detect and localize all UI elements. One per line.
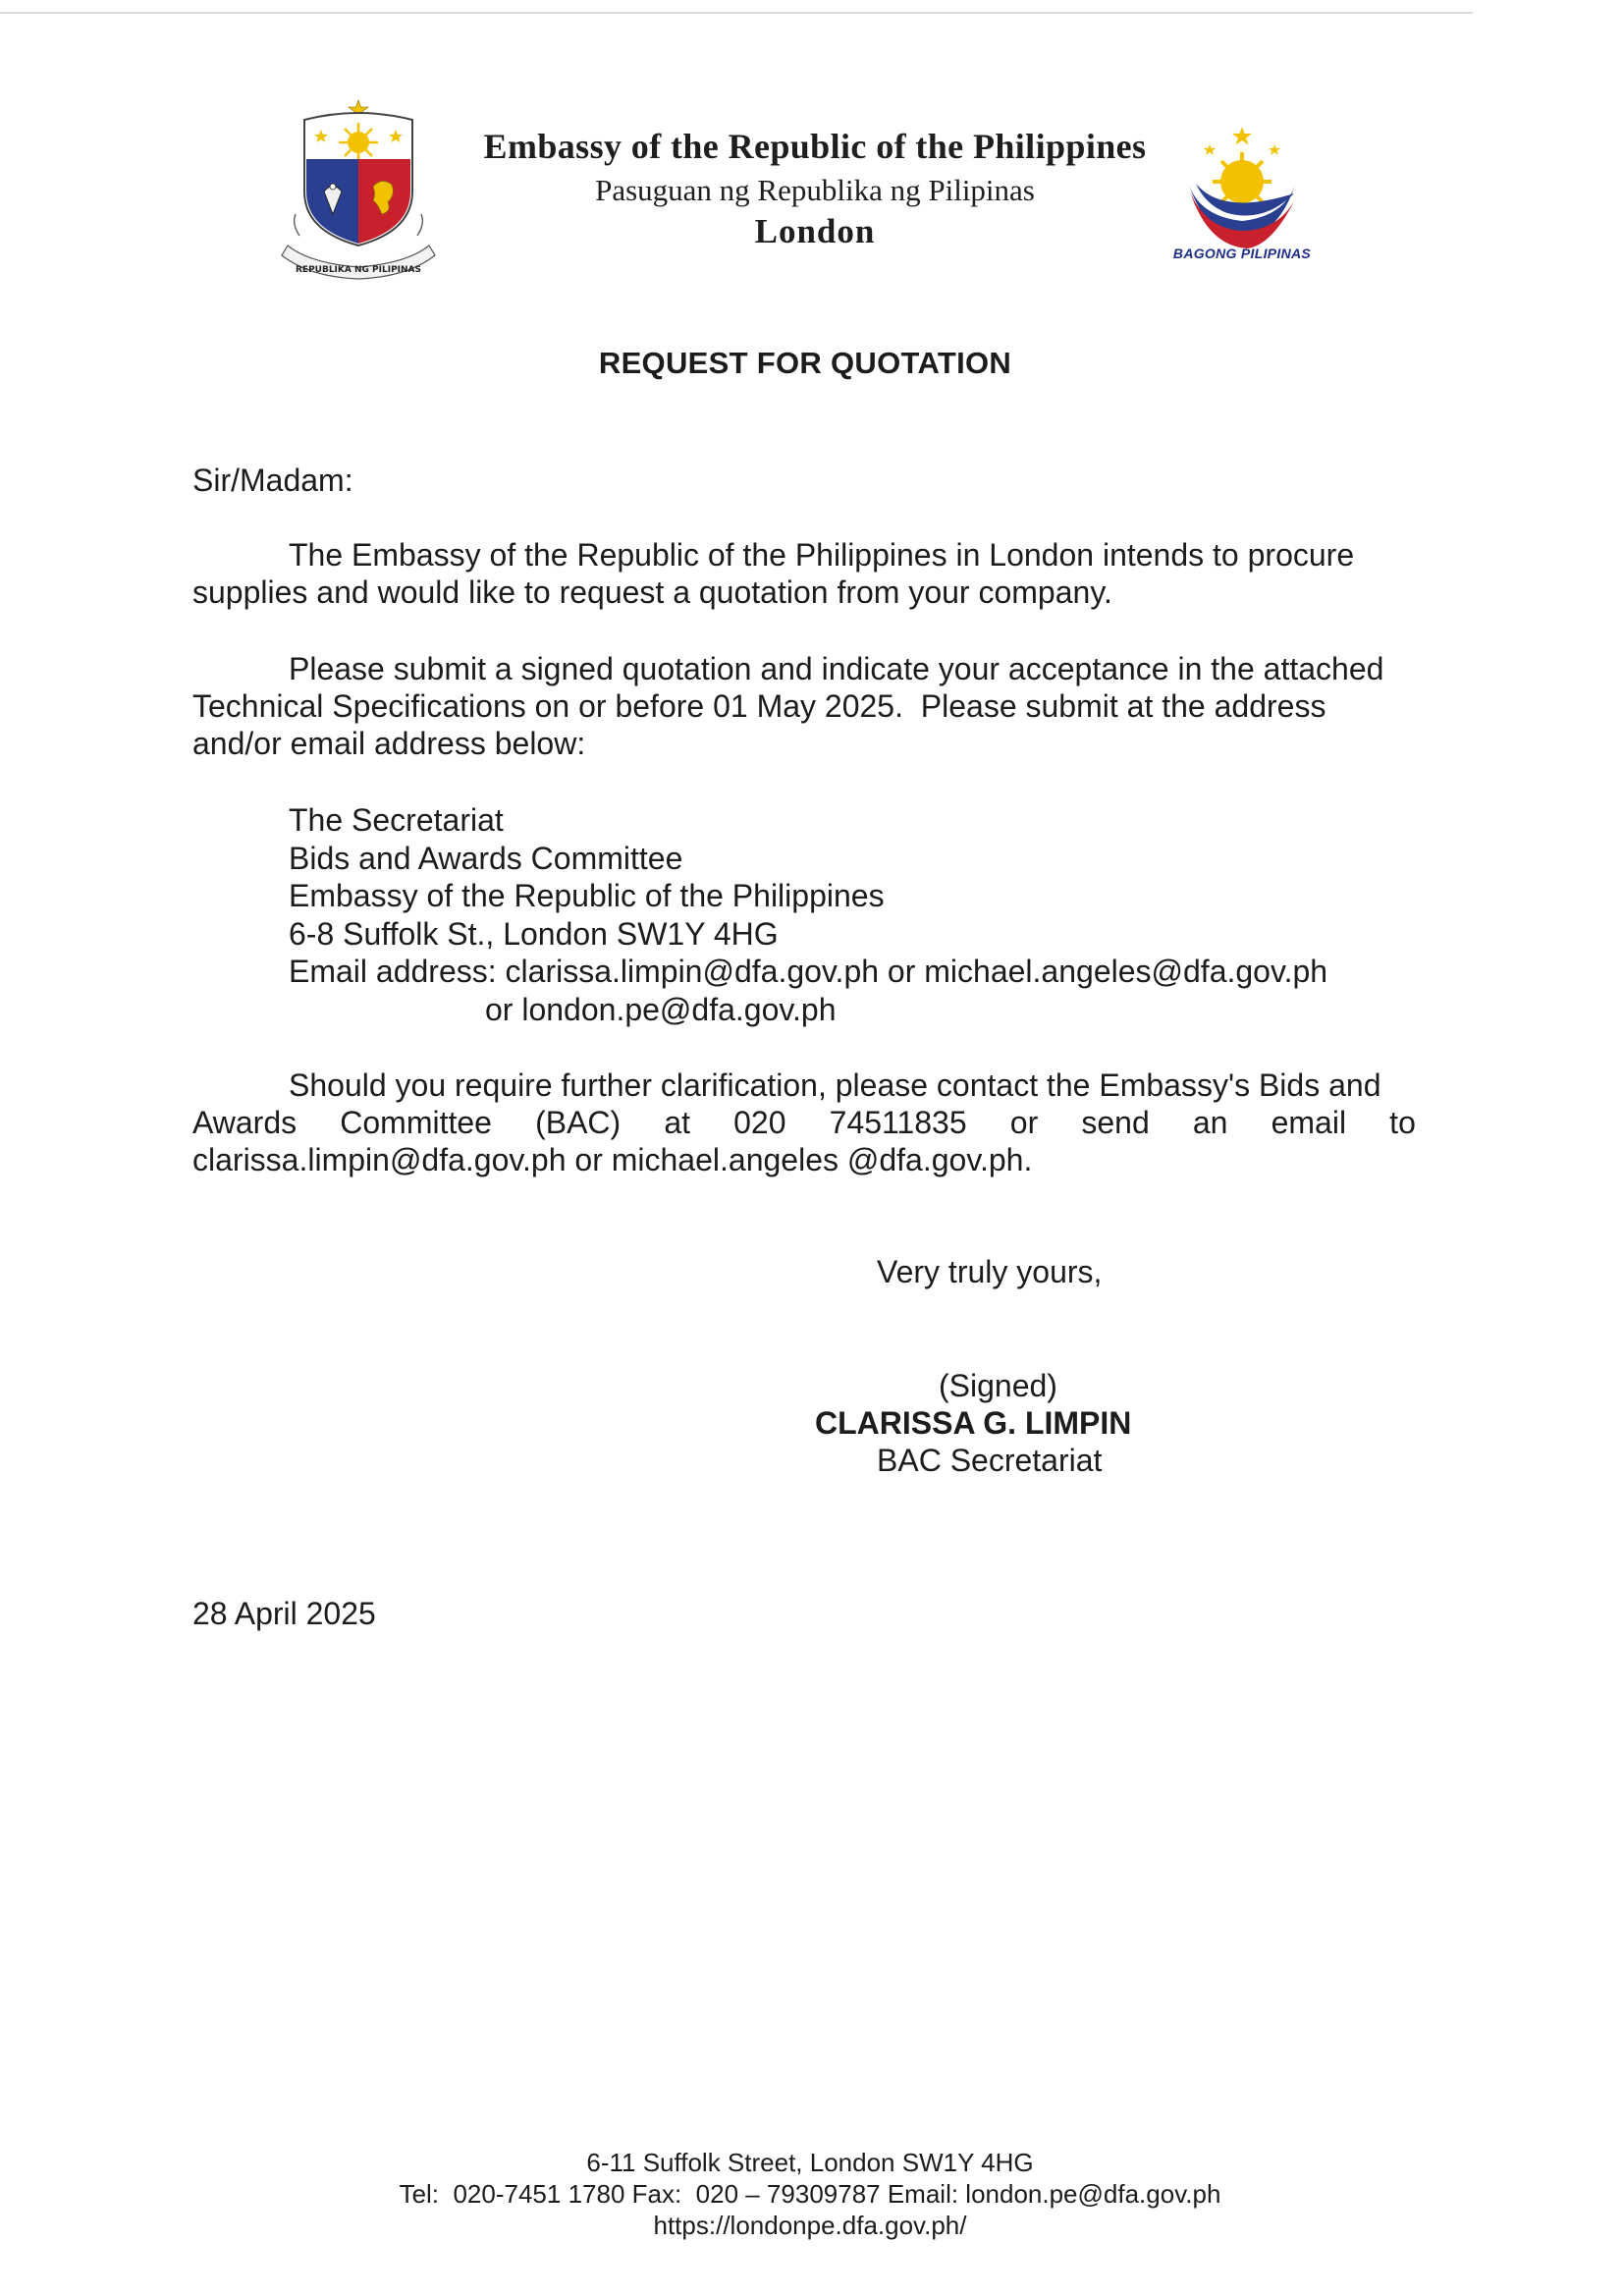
paragraph-instructions-line: Please submit a signed quotation and indicate your acceptance in the attached bbox=[289, 651, 1384, 686]
word: (BAC) bbox=[535, 1105, 622, 1140]
closing: Very truly yours, bbox=[877, 1254, 1103, 1289]
paragraph-contact-line: clarissa.limpin@dfa.gov.ph or michael.angeles @dfa.gov.ph. bbox=[192, 1142, 1033, 1177]
paragraph-contact bbox=[192, 1066, 1416, 1178]
address-line: Embassy of the Republic of the Philippines bbox=[289, 878, 885, 913]
salutation: Sir/Madam: bbox=[192, 463, 353, 498]
word: Committee bbox=[340, 1105, 492, 1140]
coat-of-arms-seal bbox=[280, 98, 437, 280]
paragraph-contact-line: Should you require further clarification, please contact the Embassy's Bids and bbox=[289, 1067, 1381, 1103]
paragraph-intro-line: The Embassy of the Republic of the Philippines in London intends to procure bbox=[289, 537, 1355, 573]
paragraph-contact-justified-line bbox=[192, 1104, 1416, 1141]
paragraph-instructions bbox=[192, 650, 1416, 762]
word: email bbox=[1271, 1105, 1347, 1140]
paragraph-instructions-line: Technical Specifications on or before 01 May 2025. Please submit at the address bbox=[192, 688, 1326, 724]
signed-note: (Signed) bbox=[939, 1368, 1057, 1403]
address-line: The Secretariat bbox=[289, 802, 504, 838]
address-email-line: Email address: clarissa.limpin@dfa.gov.ph or michael.angeles@dfa.gov.ph bbox=[289, 954, 1328, 989]
letter-date: 28 April 2025 bbox=[192, 1596, 376, 1631]
word: to bbox=[1389, 1105, 1416, 1140]
footer-contact: Tel: 020-7451 1780 Fax: 020 – 79309787 Email: london.pe@dfa.gov.ph bbox=[399, 2179, 1221, 2209]
seal-label: REPUBLIKA NG PILIPINAS bbox=[295, 265, 422, 275]
address-line: 6-8 Suffolk St., London SW1Y 4HG bbox=[289, 915, 779, 952]
signer-title: BAC Secretariat bbox=[877, 1443, 1103, 1478]
word: send bbox=[1081, 1105, 1150, 1140]
address-email-line-continued: or london.pe@dfa.gov.ph bbox=[485, 991, 837, 1027]
embassy-name: Embassy of the Republic of the Philippines bbox=[483, 127, 1147, 166]
paragraph-instructions-line: and/or email address below: bbox=[192, 726, 586, 761]
scan-edge-line bbox=[0, 12, 1473, 14]
signer-name: CLARISSA G. LIMPIN bbox=[815, 1405, 1132, 1441]
bagong-pilipinas-logo bbox=[1168, 123, 1316, 265]
paragraph-intro bbox=[192, 536, 1416, 611]
paragraph-intro-line: supplies and would like to request a quotation from your company. bbox=[192, 574, 1112, 610]
submission-address bbox=[289, 801, 1327, 1028]
footer-website[interactable]: https://londonpe.dfa.gov.ph/ bbox=[653, 2211, 967, 2240]
footer-address: 6-11 Suffolk Street, London SW1Y 4HG bbox=[586, 2148, 1034, 2177]
address-line: Bids and Awards Committee bbox=[289, 840, 683, 876]
word: 020 bbox=[733, 1105, 786, 1140]
bagong-pilipinas-label: BAGONG PILIPINAS bbox=[1172, 246, 1312, 261]
word: Awards bbox=[192, 1105, 298, 1140]
document-title: REQUEST FOR QUOTATION bbox=[598, 346, 1012, 380]
embassy-city: London bbox=[754, 212, 876, 250]
word: an bbox=[1192, 1105, 1228, 1140]
embassy-name-local: Pasuguan ng Republika ng Pilipinas bbox=[595, 173, 1035, 207]
word: or bbox=[1009, 1105, 1039, 1140]
word: 74511835 bbox=[829, 1105, 967, 1140]
word: at bbox=[664, 1105, 690, 1140]
